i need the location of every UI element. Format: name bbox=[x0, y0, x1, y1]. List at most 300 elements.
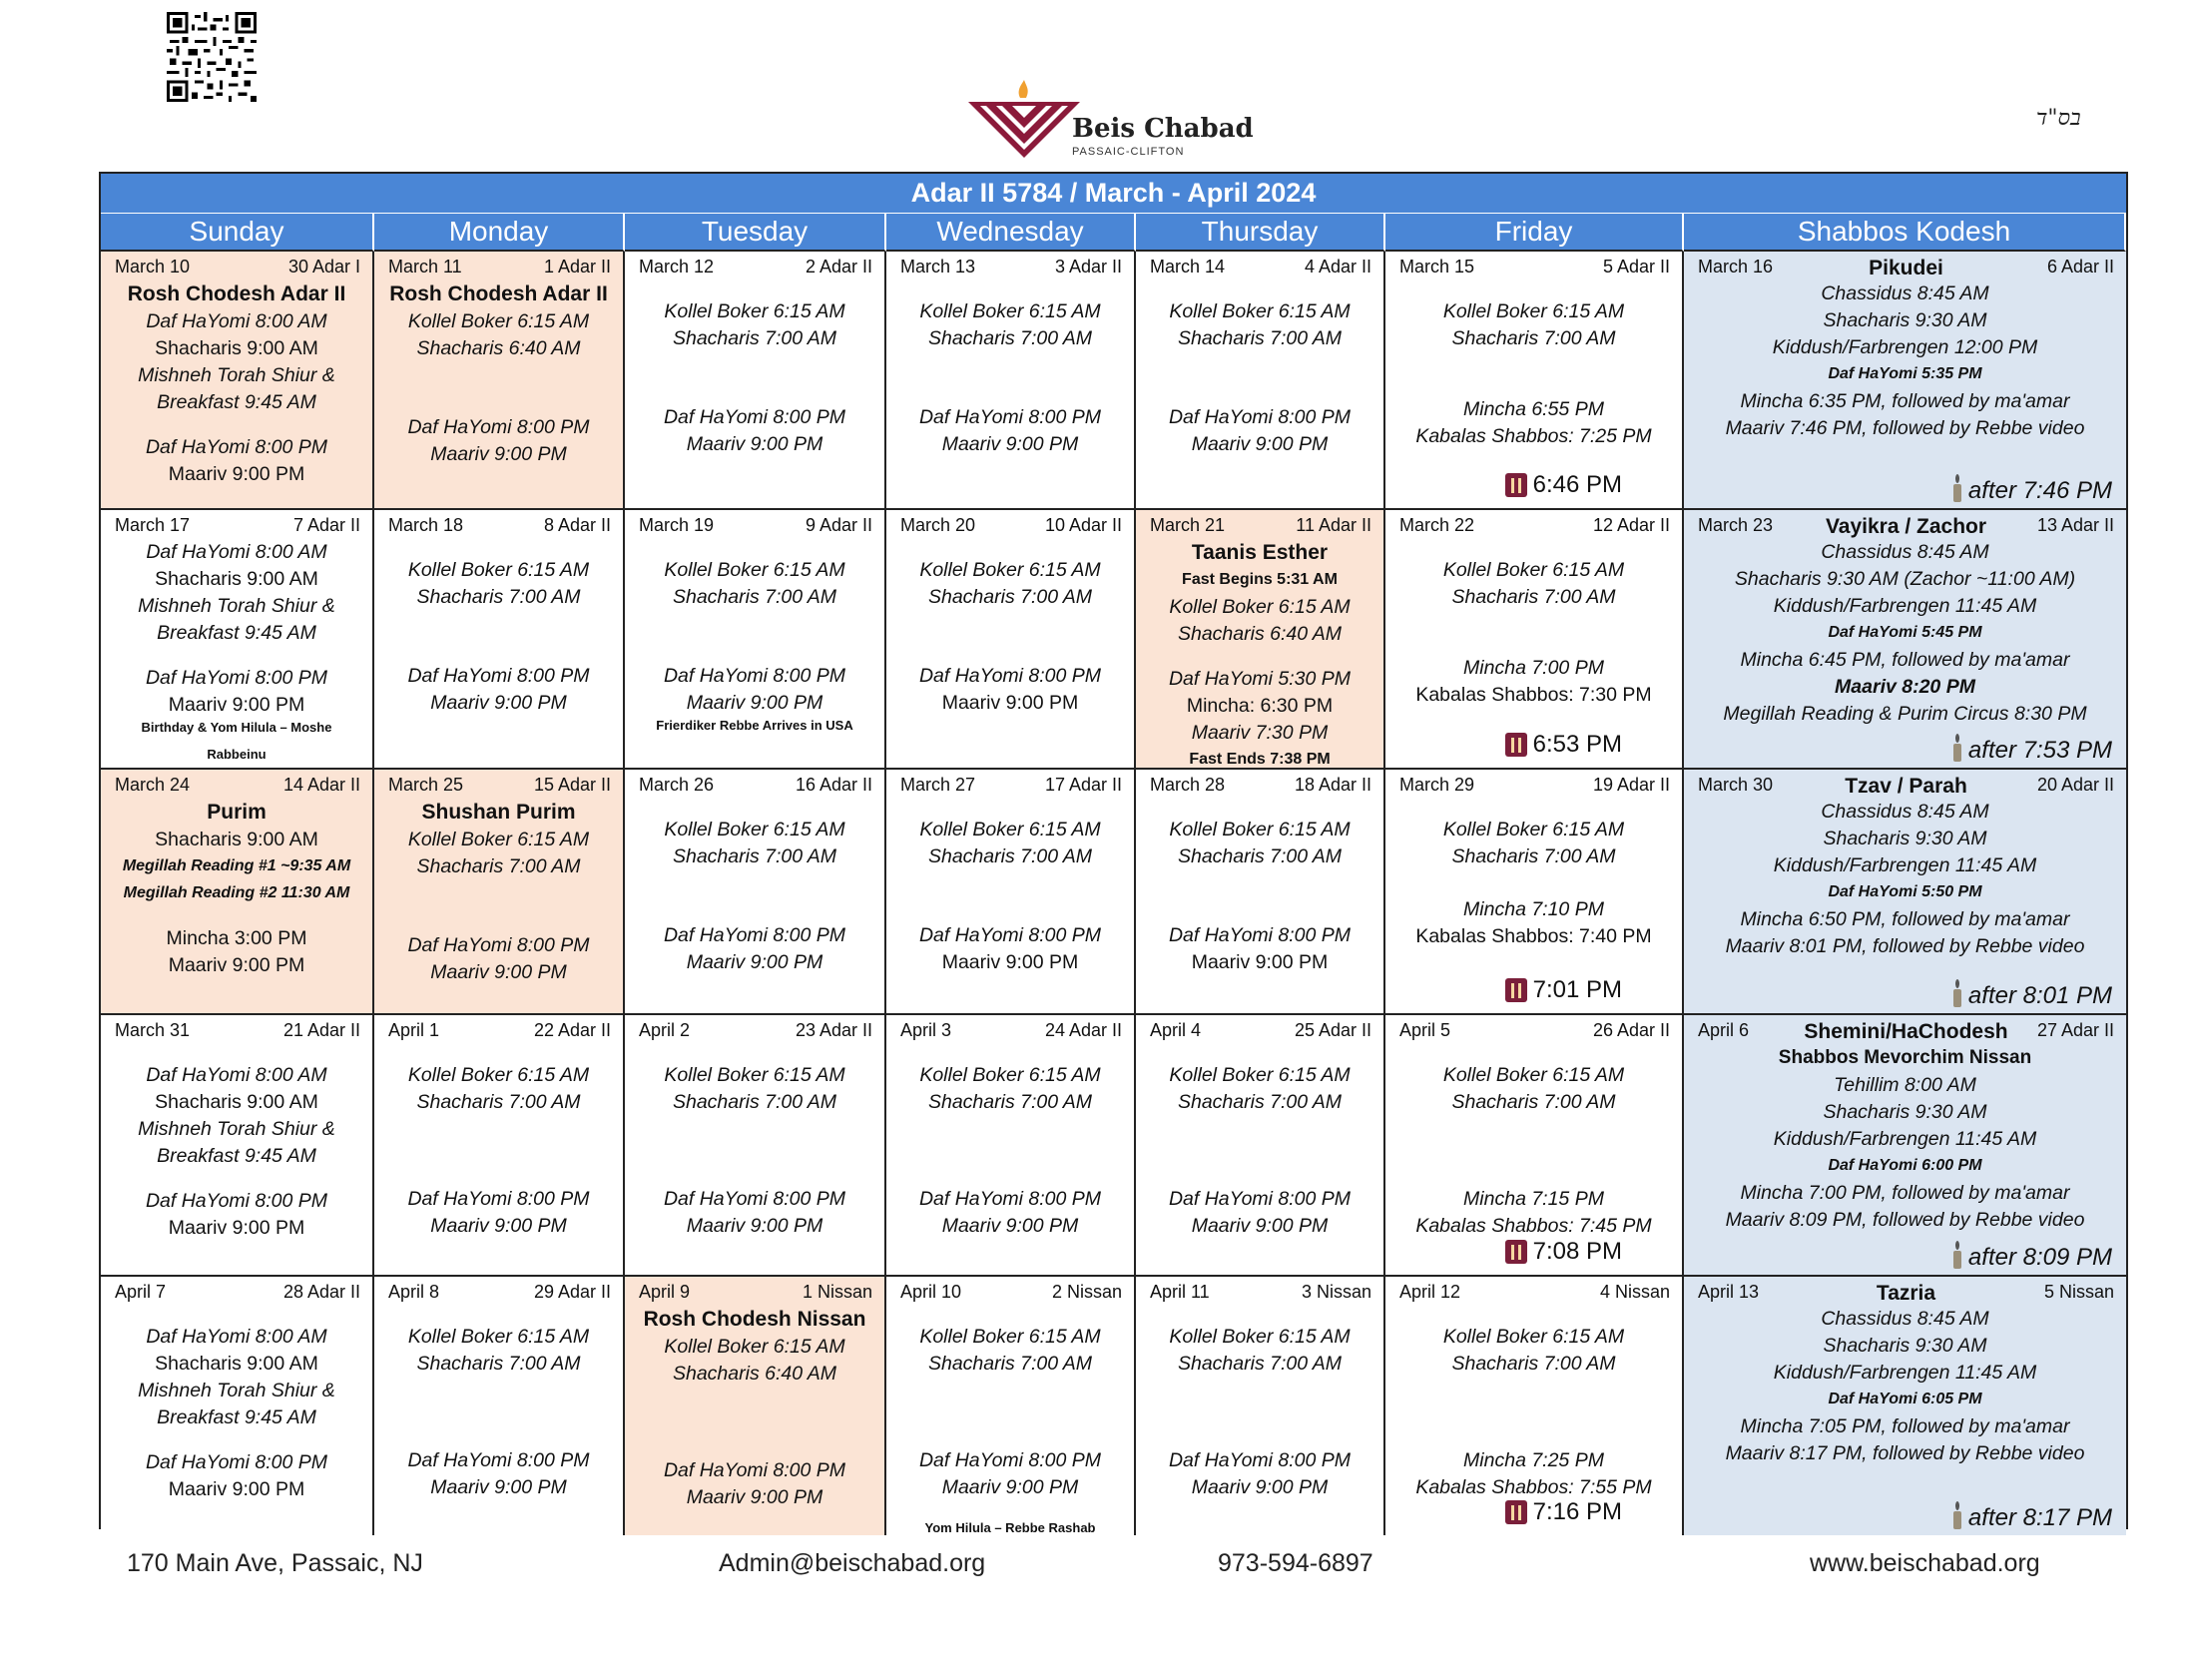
schedule-line: Shacharis 9:00 AM bbox=[155, 337, 318, 359]
day-cell-header bbox=[388, 1017, 611, 1043]
schedule-line: Daf HaYomi 8:00 PM bbox=[145, 667, 328, 689]
spacer bbox=[890, 1378, 1130, 1403]
spacer bbox=[890, 539, 1130, 557]
spacer bbox=[1389, 280, 1678, 298]
schedule-line: Chassidus 8:45 AM bbox=[1821, 541, 1989, 563]
schedule-line: Daf HaYomi 8:00 PM bbox=[663, 924, 846, 946]
spacer bbox=[629, 799, 880, 817]
spacer bbox=[890, 1168, 1130, 1186]
footer-email[interactable]: Admin@beischabad.org bbox=[719, 1549, 986, 1577]
spacer bbox=[105, 1431, 368, 1449]
schedule-line: Mincha 7:10 PM bbox=[1463, 898, 1604, 920]
schedule-line: Shacharis 7:00 AM bbox=[416, 586, 581, 608]
calendar-day-cell bbox=[374, 510, 625, 770]
havdalah-icon bbox=[1950, 979, 1964, 1009]
schedule-line: Shacharis 7:00 AM bbox=[1177, 1091, 1343, 1113]
schedule-line: Kabalas Shabbos: 7:45 PM bbox=[1415, 1215, 1652, 1237]
day-event-title: Purim bbox=[207, 801, 267, 824]
candle-icon bbox=[1505, 1240, 1527, 1264]
spacer bbox=[378, 1168, 619, 1186]
logo-name: Beis Chabad bbox=[1072, 114, 1254, 144]
schedule-line: Maariv 9:00 PM bbox=[941, 1476, 1079, 1498]
spacer bbox=[1389, 1378, 1678, 1403]
day-schedule bbox=[1389, 799, 1678, 950]
schedule-line: Kollel Boker 6:15 AM bbox=[1169, 1326, 1351, 1348]
spacer bbox=[105, 647, 368, 665]
spacer bbox=[378, 1403, 619, 1429]
schedule-line: Daf HaYomi 8:00 AM bbox=[146, 1064, 327, 1086]
schedule-line: Maariv 9:00 PM bbox=[1191, 1476, 1329, 1498]
gregorian-date: March 20 bbox=[900, 515, 976, 535]
schedule-line: Daf HaYomi 8:00 PM bbox=[407, 934, 590, 956]
spacer bbox=[890, 280, 1130, 298]
havdalah-time: after 8:09 PM bbox=[1967, 1244, 2112, 1271]
schedule-line: Mincha 7:00 PM, followed by ma'amar bbox=[1740, 1182, 2070, 1204]
parsha-name: Pikudei bbox=[1869, 257, 1943, 280]
spacer bbox=[1140, 799, 1379, 817]
candle-icon bbox=[1505, 733, 1527, 757]
schedule-line: Daf HaYomi 8:00 PM bbox=[407, 1188, 590, 1210]
schedule-line: Maariv 9:00 PM bbox=[430, 1476, 567, 1498]
hebrew-date: 28 Adar II bbox=[282, 1282, 360, 1302]
hebrew-date: 23 Adar II bbox=[795, 1020, 872, 1040]
day-schedule bbox=[890, 539, 1130, 717]
calendar-day-cell bbox=[101, 510, 374, 770]
beis-chabad-logo bbox=[968, 80, 1254, 164]
schedule-line: Shacharis 7:00 AM bbox=[1451, 327, 1616, 349]
spacer bbox=[890, 611, 1130, 637]
gregorian-date: March 15 bbox=[1399, 257, 1475, 277]
spacer bbox=[378, 880, 619, 906]
day-event-title: Rosh Chodesh Adar II bbox=[127, 282, 346, 305]
schedule-line: Maariv 9:00 PM bbox=[1191, 1215, 1329, 1237]
schedule-line: Kollel Boker 6:15 AM bbox=[1169, 1064, 1351, 1086]
day-schedule bbox=[1688, 539, 2122, 728]
day-event-title: Rosh Chodesh Nissan bbox=[643, 1308, 866, 1331]
spacer bbox=[629, 1439, 880, 1457]
schedule-line: Kabalas Shabbos: 7:55 PM bbox=[1415, 1476, 1652, 1498]
day-schedule bbox=[1140, 1306, 1379, 1501]
day-schedule bbox=[105, 1044, 368, 1242]
schedule-line: Daf HaYomi 8:00 PM bbox=[1168, 1188, 1352, 1210]
day-schedule bbox=[1688, 280, 2122, 442]
calendar-day-cell bbox=[101, 770, 374, 1015]
schedule-line: Maariv 9:00 PM bbox=[686, 433, 823, 455]
gregorian-date: April 4 bbox=[1150, 1020, 1202, 1040]
schedule-line: Daf HaYomi 8:00 PM bbox=[918, 1449, 1102, 1471]
calendar-day-cell bbox=[1385, 1015, 1684, 1277]
schedule-line: Mincha 6:55 PM bbox=[1463, 398, 1604, 420]
schedule-line: Daf HaYomi 5:50 PM bbox=[1828, 883, 1982, 900]
schedule-line: Shacharis 7:00 AM bbox=[672, 1091, 837, 1113]
schedule-line: Shacharis 9:30 AM (Zachor ~11:00 AM) bbox=[1734, 568, 2076, 590]
spacer bbox=[629, 352, 880, 378]
day-header-monday: Monday bbox=[374, 214, 625, 252]
spacer bbox=[1140, 1044, 1379, 1062]
day-schedule bbox=[1688, 1044, 2122, 1234]
havdalah-icon bbox=[1950, 1241, 1964, 1271]
schedule-line: Mincha 7:05 PM, followed by ma'amar bbox=[1740, 1415, 2070, 1437]
schedule-line: Kiddush/Farbrengen 11:45 AM bbox=[1773, 854, 2037, 876]
spacer bbox=[1389, 378, 1678, 396]
day-schedule bbox=[378, 1044, 619, 1240]
gregorian-date: April 12 bbox=[1399, 1282, 1461, 1302]
havdalah-time: after 7:46 PM bbox=[1967, 477, 2112, 504]
day-cell-header bbox=[1150, 1279, 1371, 1305]
schedule-line: Shacharis 7:00 AM bbox=[672, 327, 837, 349]
day-schedule bbox=[1389, 1044, 1678, 1240]
spacer bbox=[105, 907, 368, 925]
day-schedule bbox=[629, 539, 880, 744]
schedule-line: Kabalas Shabbos: 7:40 PM bbox=[1415, 925, 1652, 947]
gregorian-date: March 16 bbox=[1698, 257, 1774, 277]
day-cell-header bbox=[1399, 254, 1670, 280]
gregorian-date: April 7 bbox=[115, 1282, 167, 1302]
schedule-line: Maariv 9:00 PM bbox=[430, 692, 567, 714]
day-schedule bbox=[378, 539, 619, 717]
hebrew-date: 11 Adar II bbox=[1296, 515, 1371, 535]
schedule-line: Kollel Boker 6:15 AM bbox=[1442, 1326, 1625, 1348]
schedule-line: Shacharis 7:00 AM bbox=[927, 586, 1093, 608]
spacer bbox=[890, 352, 1130, 378]
gregorian-date: April 6 bbox=[1698, 1020, 1750, 1040]
schedule-line: Kollel Boker 6:15 AM bbox=[919, 1064, 1101, 1086]
day-cell-header bbox=[900, 1279, 1122, 1305]
schedule-line: Kollel Boker 6:15 AM bbox=[1169, 819, 1351, 840]
schedule-line: Shacharis 7:00 AM bbox=[416, 1091, 581, 1113]
schedule-line: Mincha 3:00 PM bbox=[166, 927, 307, 949]
hebrew-date: 14 Adar II bbox=[282, 775, 360, 795]
hebrew-date: 27 Adar II bbox=[2036, 1020, 2114, 1040]
schedule-line: Maariv 8:09 PM, followed by Rebbe video bbox=[1725, 1209, 2085, 1231]
day-cell-header bbox=[1399, 512, 1670, 538]
schedule-line: Kabalas Shabbos: 7:30 PM bbox=[1415, 684, 1652, 706]
calendar-day-cell bbox=[374, 1015, 625, 1277]
candle-lighting-time: 7:01 PM bbox=[1532, 976, 1622, 1003]
spacer bbox=[1140, 1403, 1379, 1429]
hebrew-date: 1 Nissan bbox=[802, 1282, 872, 1302]
schedule-line: Maariv 9:00 PM bbox=[430, 443, 567, 465]
spacer bbox=[629, 1168, 880, 1186]
havdalah-time: after 8:17 PM bbox=[1967, 1504, 2112, 1531]
schedule-line: Maariv 9:00 PM bbox=[941, 692, 1079, 714]
schedule-line: Maariv 9:00 PM bbox=[941, 951, 1079, 973]
hebrew-date: 12 Adar II bbox=[1592, 515, 1670, 535]
calendar-day-cell bbox=[101, 1015, 374, 1277]
gregorian-date: April 10 bbox=[900, 1282, 962, 1302]
day-cell-header bbox=[388, 772, 611, 798]
gregorian-date: April 1 bbox=[388, 1020, 440, 1040]
schedule-line: Maariv 9:00 PM bbox=[686, 951, 823, 973]
schedule-line: Maariv 9:00 PM bbox=[168, 694, 305, 716]
schedule-line: Daf HaYomi 8:00 PM bbox=[145, 436, 328, 458]
hebrew-date: 2 Nissan bbox=[1051, 1282, 1122, 1302]
schedule-line: Maariv 9:00 PM bbox=[168, 463, 305, 485]
spacer bbox=[105, 1306, 368, 1324]
hebrew-date: 18 Adar II bbox=[1294, 775, 1371, 795]
calendar-day-cell bbox=[374, 1277, 625, 1535]
spacer bbox=[629, 611, 880, 637]
spacer bbox=[1389, 870, 1678, 896]
schedule-line: Fast Begins 5:31 AM bbox=[1182, 571, 1338, 588]
calendar-day-cell bbox=[1385, 252, 1684, 510]
hebrew-date: 17 Adar II bbox=[1044, 775, 1122, 795]
day-cell-header bbox=[388, 512, 611, 538]
calendar-day-cell bbox=[374, 252, 625, 510]
hebrew-date: 25 Adar II bbox=[1294, 1020, 1371, 1040]
schedule-line: Shacharis 9:30 AM bbox=[1823, 309, 1987, 331]
schedule-line: Mishneh Torah Shiur & bbox=[138, 364, 335, 386]
spacer bbox=[1140, 1378, 1379, 1403]
hebrew-date: 30 Adar I bbox=[287, 257, 360, 277]
schedule-line: Shacharis 7:00 AM bbox=[1177, 1353, 1343, 1375]
spacer bbox=[890, 1403, 1130, 1429]
havdalah bbox=[1950, 474, 2112, 504]
spacer bbox=[1389, 611, 1678, 637]
calendar-day-cell bbox=[886, 770, 1136, 1015]
calendar-day-cell bbox=[625, 1015, 886, 1277]
hebrew-date: 26 Adar II bbox=[1592, 1020, 1670, 1040]
schedule-line: Kollel Boker 6:15 AM bbox=[1169, 596, 1351, 618]
schedule-line: Kollel Boker 6:15 AM bbox=[919, 300, 1101, 322]
calendar-day-cell bbox=[101, 1277, 374, 1535]
candle-lighting-time: 6:46 PM bbox=[1532, 471, 1622, 498]
spacer bbox=[629, 280, 880, 298]
hebrew-date: 3 Nissan bbox=[1301, 1282, 1371, 1302]
schedule-line: Yom Hilula – Rebbe Rashab bbox=[924, 1520, 1096, 1535]
havdalah-icon bbox=[1950, 1501, 1964, 1531]
day-schedule bbox=[105, 280, 368, 488]
day-schedule bbox=[890, 280, 1130, 458]
spacer bbox=[1140, 1116, 1379, 1142]
spacer bbox=[1389, 1403, 1678, 1429]
schedule-line: Kollel Boker 6:15 AM bbox=[919, 1326, 1101, 1348]
day-schedule bbox=[1688, 1306, 2122, 1467]
calendar-day-cell bbox=[886, 1277, 1136, 1535]
schedule-line: Frierdiker Rebbe Arrives in USA bbox=[656, 718, 853, 733]
schedule-line: Shacharis 7:00 AM bbox=[1177, 327, 1343, 349]
gregorian-date: March 29 bbox=[1399, 775, 1475, 795]
day-schedule bbox=[378, 799, 619, 986]
hebrew-date: 24 Adar II bbox=[1044, 1020, 1122, 1040]
day-header-wednesday: Wednesday bbox=[886, 214, 1136, 252]
calendar-day-cell bbox=[886, 510, 1136, 770]
hebrew-date: 4 Nissan bbox=[1599, 1282, 1670, 1302]
schedule-line: Daf HaYomi 8:00 PM bbox=[918, 406, 1102, 428]
schedule-line: Daf HaYomi 8:00 AM bbox=[146, 1326, 327, 1348]
schedule-line: Maariv 9:00 PM bbox=[686, 692, 823, 714]
schedule-line: Shacharis 7:00 AM bbox=[1451, 1091, 1616, 1113]
schedule-line: Shacharis 7:00 AM bbox=[416, 1353, 581, 1375]
day-schedule bbox=[1140, 280, 1379, 458]
schedule-line: Kollel Boker 6:15 AM bbox=[407, 1326, 590, 1348]
spacer bbox=[890, 378, 1130, 404]
gregorian-date: April 9 bbox=[639, 1282, 691, 1302]
schedule-line: Maariv 9:00 PM bbox=[168, 1217, 305, 1239]
schedule-line: Maariv 9:00 PM bbox=[686, 1486, 823, 1508]
schedule-line: Chassidus 8:45 AM bbox=[1821, 282, 1989, 304]
schedule-line: Maariv 9:00 PM bbox=[1191, 951, 1329, 973]
calendar-day-cell bbox=[374, 770, 625, 1015]
spacer bbox=[378, 611, 619, 637]
gregorian-date: March 11 bbox=[388, 257, 462, 277]
schedule-line: Maariv 7:30 PM bbox=[1191, 722, 1329, 744]
hebrew-date: 8 Adar II bbox=[543, 515, 611, 535]
spacer bbox=[890, 799, 1130, 817]
schedule-line: Kollel Boker 6:15 AM bbox=[1442, 819, 1625, 840]
calendar-day-cell bbox=[625, 770, 886, 1015]
calendar-day-cell bbox=[101, 252, 374, 510]
schedule-line: Daf HaYomi 8:00 PM bbox=[1168, 1449, 1352, 1471]
hebrew-date: 4 Adar II bbox=[1304, 257, 1371, 277]
spacer bbox=[629, 1413, 880, 1439]
spacer bbox=[1140, 1168, 1379, 1186]
day-header-friday: Friday bbox=[1385, 214, 1684, 252]
schedule-line: Maariv 8:20 PM bbox=[1835, 676, 1975, 698]
parsha-name: Vayikra / Zachor bbox=[1825, 515, 1987, 538]
spacer bbox=[629, 1044, 880, 1062]
schedule-line: Shacharis 9:00 AM bbox=[155, 1091, 318, 1113]
havdalah bbox=[1950, 1241, 2112, 1271]
schedule-line: Mishneh Torah Shiur & bbox=[138, 1118, 335, 1140]
spacer bbox=[1140, 280, 1379, 298]
havdalah-icon bbox=[1950, 734, 1964, 764]
schedule-line: Maariv 9:00 PM bbox=[941, 1215, 1079, 1237]
gregorian-date: March 12 bbox=[639, 257, 715, 277]
schedule-line: Maariv 9:00 PM bbox=[168, 954, 305, 976]
calendar-day-cell bbox=[625, 510, 886, 770]
spacer bbox=[1140, 1142, 1379, 1168]
calendar-day-cell bbox=[625, 1277, 886, 1535]
gregorian-date: March 28 bbox=[1150, 775, 1226, 795]
day-cell-header bbox=[1399, 1279, 1670, 1305]
candle-lighting bbox=[1505, 976, 1622, 1003]
spacer bbox=[1389, 1044, 1678, 1062]
calendar-day-cell bbox=[1385, 1277, 1684, 1535]
schedule-line: Kollel Boker 6:15 AM bbox=[407, 829, 590, 850]
schedule-line: Daf HaYomi 8:00 PM bbox=[663, 1188, 846, 1210]
hebrew-date: 19 Adar II bbox=[1592, 775, 1670, 795]
spacer bbox=[1389, 539, 1678, 557]
schedule-line: Daf HaYomi 8:00 PM bbox=[663, 406, 846, 428]
candle-lighting-time: 6:53 PM bbox=[1532, 731, 1622, 758]
day-cell-header bbox=[115, 512, 360, 538]
schedule-line: Megillah Reading & Purim Circus 8:30 PM bbox=[1723, 703, 2087, 725]
calendar-day-cell bbox=[1684, 770, 2126, 1015]
hebrew-date: 13 Adar II bbox=[2036, 515, 2114, 535]
schedule-line: Shacharis 7:00 AM bbox=[672, 586, 837, 608]
footer-website[interactable]: www.beischabad.org bbox=[1810, 1549, 2040, 1577]
gregorian-date: March 22 bbox=[1399, 515, 1475, 535]
spacer bbox=[1140, 352, 1379, 378]
day-header-tuesday: Tuesday bbox=[625, 214, 886, 252]
schedule-line: Mincha 7:15 PM bbox=[1463, 1188, 1604, 1210]
calendar-title: Adar II 5784 / March - April 2024 bbox=[101, 174, 2126, 214]
calendar-day-cell bbox=[1136, 252, 1385, 510]
schedule-line: Daf HaYomi 8:00 PM bbox=[407, 665, 590, 687]
hebrew-date: 6 Adar II bbox=[2046, 257, 2114, 277]
schedule-line: Breakfast 9:45 AM bbox=[157, 1406, 316, 1428]
havdalah-time: after 7:53 PM bbox=[1967, 737, 2112, 764]
calendar-day-cell bbox=[1385, 770, 1684, 1015]
spacer bbox=[629, 870, 880, 896]
day-header-sunday: Sunday bbox=[101, 214, 374, 252]
candle-lighting bbox=[1505, 1498, 1622, 1525]
spacer bbox=[378, 1044, 619, 1062]
day-schedule bbox=[629, 280, 880, 458]
spacer bbox=[1140, 1306, 1379, 1324]
day-cell-header bbox=[115, 772, 360, 798]
schedule-line: Daf HaYomi 8:00 PM bbox=[918, 1188, 1102, 1210]
spacer bbox=[1389, 1142, 1678, 1168]
spacer bbox=[1140, 896, 1379, 922]
gregorian-date: March 18 bbox=[388, 515, 464, 535]
schedule-line: Shacharis 7:00 AM bbox=[927, 327, 1093, 349]
gregorian-date: March 19 bbox=[639, 515, 715, 535]
schedule-line: Shacharis 6:40 AM bbox=[672, 1363, 837, 1385]
schedule-line: Kollel Boker 6:15 AM bbox=[1442, 300, 1625, 322]
spacer bbox=[1389, 1168, 1678, 1186]
spacer bbox=[378, 388, 619, 414]
day-cell-header bbox=[1698, 512, 2114, 538]
spacer bbox=[629, 896, 880, 922]
hebrew-date: 10 Adar II bbox=[1044, 515, 1122, 535]
gregorian-date: April 8 bbox=[388, 1282, 440, 1302]
day-cell-header bbox=[1150, 1017, 1371, 1043]
day-cell-header bbox=[115, 1017, 360, 1043]
schedule-line: Maariv 9:00 PM bbox=[941, 433, 1079, 455]
schedule-line: Shacharis 9:30 AM bbox=[1823, 828, 1987, 849]
spacer bbox=[890, 870, 1130, 896]
spacer bbox=[629, 1142, 880, 1168]
day-schedule bbox=[378, 1306, 619, 1501]
day-event-title: Rosh Chodesh Adar II bbox=[389, 282, 608, 305]
schedule-line: Fast Ends 7:38 PM bbox=[1189, 751, 1331, 768]
spacer bbox=[890, 1116, 1130, 1142]
schedule-line: Daf HaYomi 8:00 PM bbox=[145, 1451, 328, 1473]
candle-lighting bbox=[1505, 731, 1622, 758]
schedule-line: Shacharis 7:00 AM bbox=[1451, 845, 1616, 867]
footer-phone[interactable]: 973-594-6897 bbox=[1218, 1549, 1373, 1577]
spacer bbox=[378, 637, 619, 663]
candle-icon bbox=[1505, 978, 1527, 1002]
spacer bbox=[378, 1429, 619, 1447]
havdalah bbox=[1950, 979, 2112, 1009]
candle-icon bbox=[1505, 473, 1527, 497]
spacer bbox=[629, 539, 880, 557]
hebrew-date: 7 Adar II bbox=[292, 515, 360, 535]
gregorian-date: April 5 bbox=[1399, 1020, 1451, 1040]
day-schedule bbox=[1389, 280, 1678, 450]
gregorian-date: March 24 bbox=[115, 775, 191, 795]
day-cell-header bbox=[639, 254, 872, 280]
day-cell-header bbox=[388, 1279, 611, 1305]
schedule-line: Maariv 8:17 PM, followed by Rebbe video bbox=[1725, 1442, 2085, 1464]
spacer bbox=[378, 539, 619, 557]
schedule-line: Daf HaYomi 5:30 PM bbox=[1168, 668, 1352, 690]
schedule-line: Kiddush/Farbrengen 11:45 AM bbox=[1773, 595, 2037, 617]
spacer bbox=[378, 1306, 619, 1324]
gregorian-date: April 2 bbox=[639, 1020, 691, 1040]
schedule-line: Kollel Boker 6:15 AM bbox=[407, 1064, 590, 1086]
schedule-line: Daf HaYomi 8:00 PM bbox=[918, 665, 1102, 687]
calendar-day-cell bbox=[886, 252, 1136, 510]
candle-lighting bbox=[1505, 1238, 1622, 1265]
day-header-thursday: Thursday bbox=[1136, 214, 1385, 252]
schedule-line: Daf HaYomi 5:45 PM bbox=[1828, 624, 1982, 641]
schedule-line: Maariv 9:00 PM bbox=[430, 961, 567, 983]
hebrew-date: 29 Adar II bbox=[533, 1282, 611, 1302]
